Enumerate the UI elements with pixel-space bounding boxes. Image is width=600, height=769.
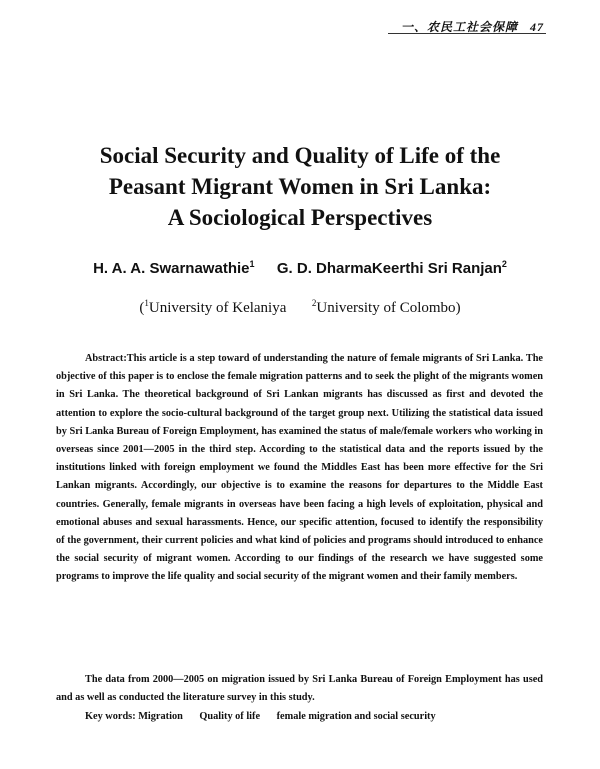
- author-2-affil-mark: 2: [501, 259, 507, 269]
- header-section: 一、农民工社会保障: [400, 20, 518, 34]
- keywords: [85, 711, 543, 722]
- title-line-3: A Sociological Perspectives: [167, 205, 433, 230]
- title-line-2: Peasant Migrant Women in Sri Lanka:: [108, 174, 492, 199]
- keyword-2: Quality of life: [199, 711, 261, 722]
- page-number: 47: [530, 20, 544, 34]
- abstract-text: This article is a step toward of understanding the nature of female migrants of Sri Lanka. The objective of this paper is to enclose the female migration patterns and to seek the plight of the migrants women in Sri Lanka. The theoretical background of Sri Lankan migrants has discussed as first and devoted the attention to explore the socio-cultural background of the target group next. Utilizing the statistical data issued by Sri Lanka Bureau of Foreign Employment, has examined the status of male/female workers who working in overseas since 2001—2005 in the third step. According to the statistical data and the reports issued by the institutions linked with foreign employment we found the Middles East has been more effective for the Sri Lankan migrants. Accordingly, our objective is to examine the reasons for departures to the Middle East countries. Generally, female migrants in overseas have been facing a high levels of exploitation, physical and emotional abuses and sexual harassments. Hence, our specific attention, focused to identify the responsibility of the government, their current policies and what kind of policies and programs should introduced to enhance the social security of migrant women. According to our findings of the research we have suggested some programs to improve the life quality and social security of the migrant women and their family members.: [56, 353, 543, 583]
- header-rule: [388, 33, 546, 34]
- abstract-label: Abstract:: [85, 353, 127, 364]
- affiliations: [20, 300, 580, 317]
- affil-open-paren: (: [139, 300, 145, 316]
- author-2: G. D. DharmaKeerthi Sri Ranjan: [276, 260, 502, 277]
- data-source-paragraph: The data from 2000—2005 on migration issued by Sri Lanka Bureau of Foreign Employment has used and as well as conducted the literature survey in this study.: [56, 674, 543, 704]
- keyword-1: Migration: [138, 711, 183, 722]
- author-1-affil-mark: 1: [249, 259, 255, 269]
- affil-2-mark: 2: [311, 298, 317, 308]
- abstract: [56, 350, 543, 587]
- affil-1-mark: 1: [144, 298, 149, 308]
- affil-1: University of Kelaniya: [148, 300, 287, 316]
- paper-title: [20, 140, 580, 233]
- author-1: H. A. A. Swarnawathie: [93, 260, 250, 277]
- affil-close-paren: ): [455, 300, 461, 316]
- author-list: [20, 260, 580, 277]
- title-line-1: Social Security and Quality of Life of the: [99, 143, 501, 168]
- keywords-label: Key words:: [85, 711, 136, 722]
- affil-2: University of Colombo: [316, 300, 456, 316]
- keyword-3: female migration and social security: [276, 711, 436, 722]
